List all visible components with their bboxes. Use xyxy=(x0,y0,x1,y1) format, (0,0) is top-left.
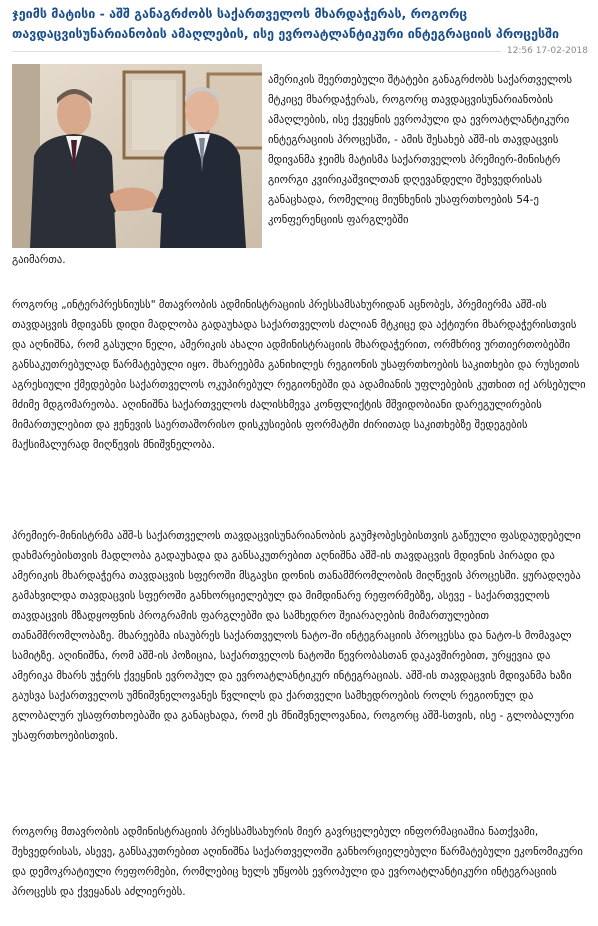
article-title[interactable]: ჯეიმს მატისი - აშშ განაგრძობს საქართველოს მხარდაჭერას, როგორც თავდაცვისუნარიანობის ამაღლების, ისე ევროატლანტიკური ინტეგრაციის პროცესში xyxy=(12,6,560,41)
article-paragraph: პრემიერ-მინისტრმა აშშ-ს საქართველოს თავდაცვისუნარიანობის გაუმჯობესებისთვის გაწეული ფასდაუდებელი დახმარებისთვის მადლობა გადაუხადა და განსაკუთრებით აღნიშნა აშშ-ის თავდაცვის მდივნის პირადი და ამერიკის მხარდაჭერა თავდაცვის სფეროში მსგავსი დონის თანამშრომლობის მიღწევის პროცესში. ყურადღება გამახვილდა თავდაცვის სფეროში განხორციელებულ და მიმდინარე რეფორმებზე, ასევე - საქართველოს თავდაცვის მზადყოფნის პროგრამის ფარგლებში და სამხედრო შეიარაღების მიმართულებით თანამშრომლობაზე. მხარეებმა ისაუბრეს საქართველოს ნატო-ში ინტეგრაციის პროცესსა და ნატო-ს მომავალ სამიტზე. აღინიშნა, რომ აშშ-ის პოზიცია, საქართველოს ნატოში წევრობასთან დაკავშირებით, ურყევია და ამერიკა მხარს უჭერს ქვეყნის ევროპულ და ევროატლანტიკურ ინტეგრაციას. აშშ-ის თავდაცვის მდივანმა ხაზი გაუსვა საქართველოს უმნიშვნელოვანეს წვლილს და ქართველი სამხედროების როლს რეგიონულ და გლობალურ უსაფრთხოებაში და განაცხადა, რომ ეს მნიშვნელოვანია, როგორც აშშ-სთვის, ისე - გლობალური უსაფრთხოებისთვის. xyxy=(12,530,581,742)
article-paragraph-tail: გაიმართა. xyxy=(12,254,66,266)
article-paragraph: როგორც „ინტერპრესნიუსს" მთავრობის ადმინისტრაციის პრესსამსახურიდან აცნობეს, პრემიერმა აშშ-ის თავდაცვის მდივანს დიდი მადლობა გადაუხადა საქართველოს ძალიან მტკიცე და აქტიური მხარდაჭერისთვის და აღნიშნა, რომ გასული წელი, ამერიკის ახალი ადმინისტრაციის მხარდაჭერით, ორმხრივ ურთიერთობებში განსაკუთრებულად წარმატებული იყო. მხარეებმა განიხილეს რეგიონის უსაფრთხოების საკითხები და რუსეთის აგრესიული ქმედებები საქართველოს ოკუპირებულ რეგიონებში და ადამიანის უფლებების კუთხით იქ არსებული მძიმე მდგომარეობა. აღინიშნა საქართველოს ძალისხმევა კონფლიქტის მშვიდობიანი დარეგულირების მიმართულებით და ჟენევის საერთაშორისო დისკუსიების ფორმატში ძირითად საკითხებზე შედეგების მაქსიმალურად მიღწევის მნიშვნელობა. xyxy=(12,299,586,451)
article-meta-row xyxy=(0,44,598,60)
article-photo xyxy=(12,64,262,248)
article-paragraph: ამერიკის შეერთებული შტატები განაგრძობს საქართველოს მტკიცე მხარდაჭერას, როგორც თავდაცვისუნარიანობის ამაღლების, ისე ქვეყნის ევროპული და ევროატლანტიკური ინტეგრაციის პროცესში, - ამის შესახებ აშშ-ის თავდაცვის მდივანმა ჯეიმს მატისმა საქართველოს პრემიერ-მინისტრ გიორგი კვირიკაშვილთან დღევანდელი შეხვედრისას განაცხადა, რომელიც მიუნხენის უსაფრთხოების 54-ე კონფერენციის ფარგლებში xyxy=(268,74,572,226)
article-datetime: 12:56 17-02-2018 xyxy=(501,44,588,58)
article-paragraph: როგორც მთავრობის ადმინისტრაციის პრესსამსახურის მიერ გავრცელებულ ინფორმაციაშია ნათქვამი, შეხვედრისას, ასევე, განსაკუთრებით აღინიშნა საქართველოში განხორციელებული წარმატებული ეკონომიკური და დემოკრატიული რეფორმები, რომლებიც ხელს უწყობს ევროპული და ევროატლანტიკური ინტეგრაციის პროცესს და ქვეყანას აძლიერებს. xyxy=(12,826,583,898)
